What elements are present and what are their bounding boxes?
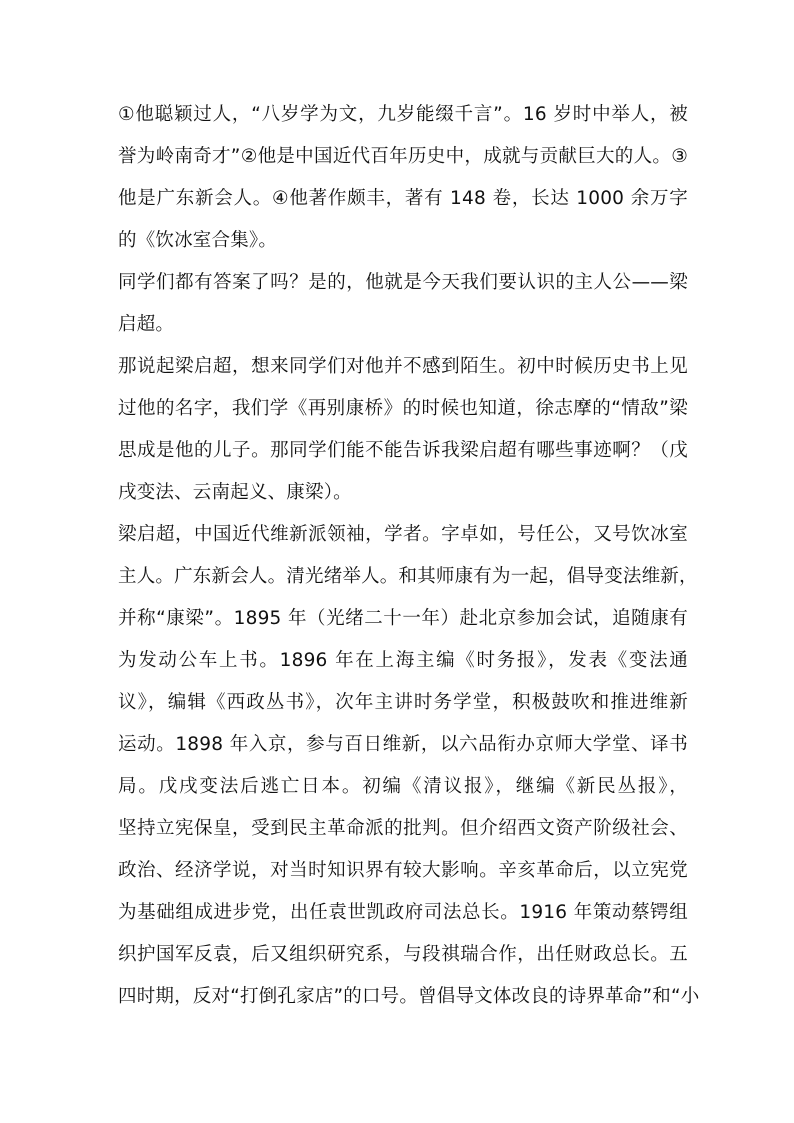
text-line: 运动。1898 年入京，参与百日维新，以六品衔办京师大学堂、译书 — [118, 734, 688, 755]
text-line: 议》，编辑《西政丛书》，次年主讲时务学堂，积极鼓吹和推进维新 — [118, 692, 688, 713]
text-line: 为发动公车上书。1896 年在上海主编《时务报》，发表《变法通 — [118, 650, 688, 671]
text-line: 并称“康梁”。1895 年（光绪二十一年）赴北京参加会试，追随康有 — [118, 608, 688, 629]
text-line: 誉为岭南奇才”②他是中国近代百年历史中，成就与贡献巨大的人。③ — [118, 146, 688, 167]
text-line: ①他聪颖过人，“八岁学为文，九岁能缀千言”。16 岁时中举人，被 — [118, 104, 688, 125]
text-line: 那说起梁启超，想来同学们对他并不感到陌生。初中时候历史书上见 — [118, 356, 688, 377]
text-line: 启超。 — [118, 314, 175, 335]
text-line: 织护国军反袁，后又组织研究系，与段祺瑞合作，出任财政总长。五 — [118, 944, 688, 965]
text-line: 戌变法、云南起义、康梁）。 — [118, 482, 352, 503]
text-line: 四时期，反对“打倒孔家店”的口号。曾倡导文体改良的诗界革命”和“小 — [118, 986, 700, 1007]
text-line: 坚持立宪保皇，受到民主革命派的批判。但介绍西文资产阶级社会、 — [118, 818, 688, 839]
text-line: 他是广东新会人。④他著作颇丰，著有 148 卷，长达 1000 余万字 — [118, 188, 688, 209]
text-line: 政治、经济学说，对当时知识界有较大影响。辛亥革命后，以立宪党 — [118, 860, 688, 881]
text-line: 过他的名字，我们学《再别康桥》的时候也知道，徐志摩的“情敌”梁 — [118, 398, 688, 419]
text-line: 梁启超，中国近代维新派领袖，学者。字卓如，号任公，又号饮冰室 — [118, 524, 688, 545]
text-line: 为基础组成进步党，出任袁世凯政府司法总长。1916 年策动蔡锷组 — [118, 902, 688, 923]
text-line: 同学们都有答案了吗？是的，他就是今天我们要认识的主人公——梁 — [118, 272, 688, 293]
text-line: 局。戊戌变法后逃亡日本。初编《清议报》，继编《新民丛报》， — [118, 776, 688, 797]
text-line: 的《饮冰室合集》。 — [118, 230, 278, 251]
text-line: 思成是他的儿子。那同学们能不能告诉我梁启超有哪些事迹啊？（戊 — [118, 440, 688, 461]
text-line: 主人。广东新会人。清光绪举人。和其师康有为一起，倡导变法维新， — [118, 566, 698, 587]
